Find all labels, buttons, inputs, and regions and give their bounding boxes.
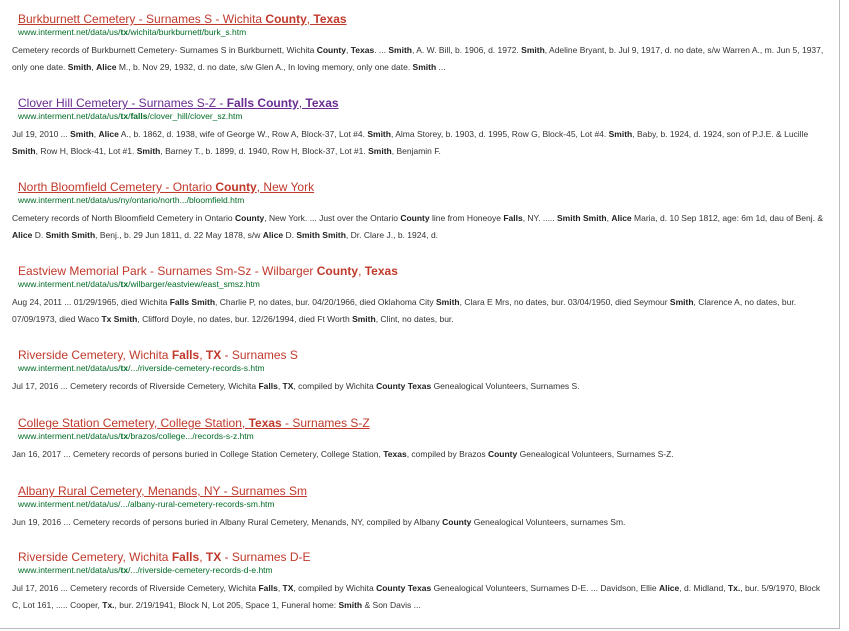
- result-snippet: Cemetery records of Burkburnett Cemetery- Surnames S in Burkburnett, Wichita County, Texas. ... Smith, A. W. Bill, b. 1906, d. 1972. Smith, Adeline Bryant, b. Jul 9, 1917, d. no date, s/w Warren A., m. Jun 5, 1937, only one date. Smith, Alice M., b. Nov 29, 1932, d. no date, s/w Glen A., In loving memory, only one date. Smith ...: [12, 45, 824, 72]
- result-snippet: Jul 19, 2010 ... Smith, Alice A., b. 1862, d. 1938, wife of George W., Row A, Block-37, Lot #4. Smith, Alma Storey, b. 1903, d. 1995, Row G, Block-45, Lot #4. Smith, Baby, b. 1924, d. 1924, son of P.J.E. & Lucille Smith, Row H, Block-41, Lot #1. Smith, Barney T., b. 1899, d. 1940, Row H, Block-37, Lot #1. Smith, Benjamin F.: [12, 129, 809, 156]
- result-snippet: Aug 24, 2011 ... 01/29/1965, died Wichita Falls Smith, Charlie P, no dates, bur. 04/20/1966, died Oklahoma City Smith, Clara E Mrs, no dates, bur. 03/04/1950, died Seymour Smith, Clarence A, no dates, bur. 07/09/1973, died Waco Tx Smith, Clifford Doyle, no dates, bur. 12/26/1994, died Ft Worth Smith, Clint, no dates, bur.: [12, 297, 797, 324]
- result-title-link[interactable]: Riverside Cemetery, Wichita Falls, TX - Surnames S: [18, 348, 298, 362]
- result-url: www.interment.net/data/us/tx/wilbarger/eastview/east_smsz.htm: [18, 279, 260, 289]
- result-snippet: Jun 19, 2016 ... Cemetery records of persons buried in Albany Rural Cemetery, Menands, NY, compiled by Albany County Genealogical Volunteers, surnames Sm.: [12, 517, 626, 527]
- result-url: www.interment.net/data/us/tx/.../riverside-cemetery-records-s.htm: [18, 363, 265, 373]
- result-title-link[interactable]: Burkburnett Cemetery - Surnames S - Wichita County, Texas: [18, 12, 347, 26]
- result-url: www.interment.net/data/us/tx/wichita/burkburnett/burk_s.htm: [18, 27, 247, 37]
- result-url: www.interment.net/data/us/tx/.../riverside-cemetery-records-d-e.htm: [18, 565, 273, 575]
- result-title-link[interactable]: Eastview Memorial Park - Surnames Sm-Sz - Wilbarger County, Texas: [18, 264, 398, 278]
- result-snippet: Jan 16, 2017 ... Cemetery records of persons buried in College Station Cemetery, College Station, Texas, compiled by Brazos County Genealogical Volunteers, Surnames S-Z.: [12, 449, 674, 459]
- result-snippet: Jul 17, 2016 ... Cemetery records of Riverside Cemetery, Wichita Falls, TX, compiled by Wichita County Texas Genealogical Volunteers, Surnames S.: [12, 381, 580, 391]
- result-url: www.interment.net/data/us/.../albany-rural-cemetery-records-sm.htm: [18, 499, 275, 509]
- result-title-link[interactable]: Clover Hill Cemetery - Surnames S-Z - Falls County, Texas: [18, 96, 339, 110]
- result-snippet: Jul 17, 2016 ... Cemetery records of Riverside Cemetery, Wichita Falls, TX, compiled by Wichita County Texas Genealogical Volunteers, Surnames D-E. ... Davidson, Ellie Alice, d. Midland, Tx., bur. 5/9/1970, Block C, Lot 161, ..... Cooper, Tx., bur. 2/19/1941, Block N, Lot 205, Space 1, Funeral home: Smith & Son Davis ...: [12, 583, 821, 610]
- result-title-link[interactable]: Riverside Cemetery, Wichita Falls, TX - Surnames D-E: [18, 550, 311, 564]
- result-snippet: Cemetery records of North Bloomfield Cemetery in Ontario County, New York. ... Just over the Ontario County line from Honeoye Falls, NY. ..... Smith Smith, Alice Maria, d. 10 Sep 1812, age: 6m 1d, dau of Benj. & Alice D. Smith Smith, Benj., b. 29 Jun 1811, d. 22 May 1878, s/w Alice D. Smith Smith, Dr. Clare J., b. 1924, d.: [12, 213, 824, 240]
- result-url: www.interment.net/data/us/tx/brazos/college.../records-s-z.htm: [18, 431, 254, 441]
- result-title-link[interactable]: North Bloomfield Cemetery - Ontario County, New York: [18, 180, 315, 194]
- result-title-link[interactable]: Albany Rural Cemetery, Menands, NY - Surnames Sm: [18, 484, 308, 498]
- result-title-link[interactable]: College Station Cemetery, College Station, Texas - Surnames S-Z: [18, 416, 370, 430]
- result-url: www.interment.net/data/us/tx/falls/clover_hill/clover_sz.htm: [18, 111, 243, 121]
- result-url: www.interment.net/data/us/ny/ontario/north.../bloomfield.htm: [18, 195, 245, 205]
